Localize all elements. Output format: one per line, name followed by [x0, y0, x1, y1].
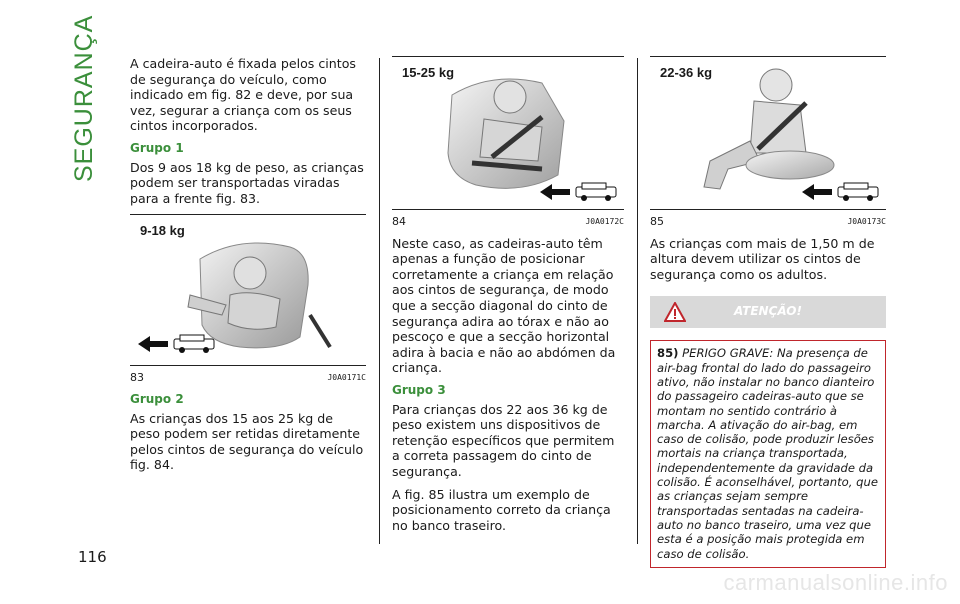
- group2-heading: Grupo 2: [130, 391, 184, 406]
- column-2: [392, 56, 624, 540]
- figure-83: [130, 214, 366, 366]
- paragraph: As crianças com mais de 1,50 m de altura devem utilizar os cintos de segurança como os adultos.: [650, 235, 875, 282]
- warning-banner: [650, 296, 886, 328]
- warning-title: ATENÇÃO!: [734, 304, 802, 319]
- direction-arrow-icon: [138, 333, 218, 355]
- column-divider: [379, 58, 380, 544]
- figure-code: J0A0173C: [847, 217, 886, 226]
- group3-heading: Grupo 3: [392, 382, 446, 397]
- figure-code: J0A0172C: [585, 217, 624, 226]
- section-title: SEGURANÇA: [70, 14, 98, 182]
- group3-paragraph: Para crianças dos 22 aos 36 kg de peso existem uns dispositivos de retenção específicos que permitem a correta passagem do cinto de segurança.: [392, 401, 615, 479]
- note-number: 85): [657, 346, 679, 361]
- figure-85: [650, 56, 886, 210]
- figure-caption: [650, 214, 886, 230]
- group2-paragraph: As crianças dos 15 aos 25 kg de peso podem ser retidas diretamente pelos cintos de segurança do veículo fig. 84.: [130, 410, 364, 473]
- car-icon: [576, 183, 616, 201]
- page-number: 116: [78, 548, 107, 566]
- column-1: [130, 56, 366, 480]
- car-icon: [174, 335, 214, 353]
- car-icon: [838, 183, 878, 201]
- paragraph: A fig. 85 ilustra um exemplo de posicionamento correto da criança no banco traseiro.: [392, 486, 611, 533]
- figure-caption: [130, 370, 366, 386]
- note-text: PERIGO GRAVE: Na presença de air-bag frontal do lado do passageiro ativo, não instalar no banco dianteiro do passageiro cadeiras-auto que se montam no sentido contrário à marcha. A ativação do air-bag, em caso de colisão, pode produzir lesões mortais na criança transportada, independentemente da gravidade da colisão. É aconselhável, portanto, que as crianças sejam sempre transportadas sentadas na cadeira-auto no banco traseiro, uma vez que esta é a posição mais protegida em caso de colisão.: [657, 346, 878, 561]
- figure-84: [392, 56, 624, 210]
- paragraph: Neste caso, as cadeiras-auto têm apenas a função de posicionar corretamente a criança em relação aos cintos de segurança, de modo que a secção diagonal do cinto de segurança adira ao tórax e não ao pescoço e que a secção horizontal adira à bacia e não ao abdómen da criança.: [392, 235, 616, 376]
- column-divider: [637, 58, 638, 544]
- direction-arrow-icon: [802, 181, 882, 203]
- group1-paragraph: Dos 9 aos 18 kg de peso, as crianças podem ser transportadas viradas para a frente fig. 83.: [130, 159, 364, 206]
- intro-paragraph: A cadeira-auto é fixada pelos cintos de segurança do veículo, como indicado em fig. 82 e deve, por sua vez, segurar a criança com os seus cintos incorporados.: [130, 56, 356, 134]
- watermark: carmanualsonline.info: [723, 570, 948, 595]
- figure-title: 9-18 kg: [140, 223, 185, 239]
- figure-number: 85: [650, 215, 664, 228]
- figure-title: 22-36 kg: [660, 65, 713, 80]
- figure-code: J0A0171C: [327, 373, 366, 383]
- column-3: [650, 56, 886, 568]
- figure-caption: [392, 214, 624, 230]
- direction-arrow-icon: [540, 181, 620, 203]
- figure-title: 15-25 kg: [402, 65, 455, 80]
- warning-note: [650, 340, 886, 567]
- figure-number: 83: [130, 371, 144, 385]
- figure-number: 84: [392, 215, 406, 228]
- group1-heading: Grupo 1: [130, 140, 184, 155]
